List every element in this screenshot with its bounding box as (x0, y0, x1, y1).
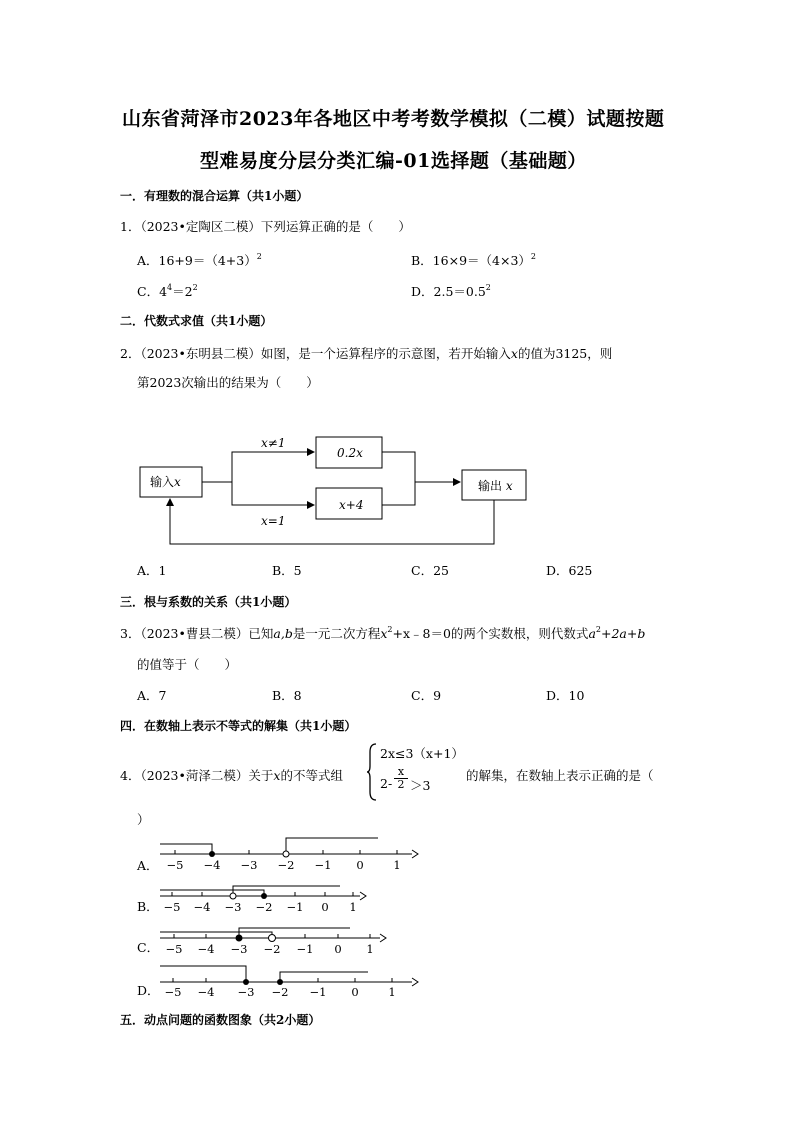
svg-text:0: 0 (321, 900, 329, 914)
solid-point (209, 851, 215, 857)
document-title-line1: 山东省菏泽市2023年各地区中考考数学模拟（二模）试题按题 (122, 108, 665, 130)
svg-text:1: 1 (349, 900, 357, 914)
svg-text:0: 0 (351, 985, 359, 998)
svg-text:1: 1 (393, 858, 401, 872)
question-2-option-d: D．625 (546, 563, 593, 578)
svg-text:−5: −5 (165, 942, 183, 956)
inequality-2-pre: 2- (380, 776, 393, 791)
svg-text:−3: −3 (237, 985, 255, 998)
svg-text:−5: −5 (163, 900, 181, 914)
question-3-option-d: D．10 (546, 688, 585, 703)
number-line-c (150, 914, 390, 956)
question-1-option-b: B．$16\times 9=(4\times 3)^2$ (411, 252, 536, 268)
svg-text:−2: −2 (263, 942, 281, 956)
svg-text:−2: −2 (255, 900, 273, 914)
section-heading-2: 二．代数式求值（共1小题） (120, 314, 273, 328)
number-line-a (150, 830, 420, 872)
number-line-d (150, 956, 420, 998)
question-3-option-b: B．8 (272, 688, 302, 703)
multiply-label: 0.2x (337, 446, 363, 460)
open-point (283, 851, 289, 857)
section-heading-1: 一．有理数的混合运算（共1小题） (120, 189, 309, 203)
open-point (230, 893, 236, 899)
question-3-option-a: A．7 (137, 688, 167, 703)
question-4-option-b-label: B． (137, 899, 159, 914)
inequality-1: 2x≤3（x+1） (380, 746, 464, 761)
system-brace (366, 742, 378, 802)
question-4-stem-post: 的解集，在数轴上表示正确的是（ (466, 768, 654, 783)
inequality-2-fraction: x 2 (394, 766, 408, 791)
svg-text:−4: −4 (193, 900, 211, 914)
question-4-option-c-label: C． (137, 940, 160, 955)
question-3-stem-line1: 3．（2023•曹县二模）已知a,b是一元二次方程$x^2+x﹣8=0$的两个实数根，则代数式$a^2+2a+b$ (120, 625, 646, 641)
open-point (269, 935, 276, 942)
question-4-stem-pre: 4．（2023•菏泽二模）关于x的不等式组 (120, 768, 343, 783)
add-label: x+4 (339, 498, 364, 512)
svg-text:−5: −5 (166, 858, 184, 872)
svg-text:0: 0 (356, 858, 364, 872)
question-3-stem-line2: 的值等于（ ） (137, 657, 238, 672)
svg-text:−1: −1 (286, 900, 304, 914)
solid-point (261, 893, 267, 899)
svg-text:0: 0 (334, 942, 342, 956)
operation-flowchart (130, 430, 540, 550)
question-4-option-a-label: A． (137, 858, 159, 873)
input-label: 输入x (150, 475, 181, 489)
question-4-stem-close: ） (137, 812, 150, 827)
svg-text:−5: −5 (164, 985, 182, 998)
svg-text:−4: −4 (203, 858, 221, 872)
question-1-option-d: D．$2.5=0.5^2$ (411, 283, 491, 299)
svg-text:−2: −2 (277, 858, 295, 872)
svg-text:−3: −3 (230, 942, 248, 956)
svg-text:−3: −3 (240, 858, 258, 872)
question-2-option-a: A．1 (137, 563, 167, 578)
question-2-stem-line1: 2．（2023•东明县二模）如图，是一个运算程序的示意图，若开始输入x的值为3125，则 (120, 346, 613, 361)
question-1-stem: 1．（2023•定陶区二模）下列运算正确的是（ ） (120, 219, 411, 234)
question-3-option-c: C．9 (411, 688, 442, 703)
condition-one: x=1 (261, 514, 286, 528)
section-heading-3: 三．根与系数的关系（共1小题） (120, 595, 297, 609)
number-line-b (150, 872, 370, 914)
solid-point (236, 935, 243, 942)
section-heading-5: 五．动点问题的函数图象（共2小题） (120, 1013, 321, 1027)
svg-text:−1: −1 (314, 858, 332, 872)
question-2-stem-line2: 第2023次输出的结果为（ ） (137, 375, 319, 390)
svg-text:−1: −1 (296, 942, 314, 956)
question-1-option-c: C．$4^4=2^2$ (137, 283, 198, 299)
document-title-line2: 型难易度分层分类汇编-01选择题（基础题） (200, 150, 587, 172)
question-1-option-a: A．$16+9=(4+3)^2$ (137, 252, 262, 268)
question-2-option-b: B．5 (272, 563, 302, 578)
svg-text:−3: −3 (224, 900, 242, 914)
svg-text:−2: −2 (271, 985, 289, 998)
svg-text:−4: −4 (197, 985, 215, 998)
svg-text:1: 1 (388, 985, 396, 998)
question-2-option-c: C．25 (411, 563, 449, 578)
condition-not-one: x≠1 (261, 436, 286, 450)
svg-text:−1: −1 (309, 985, 327, 998)
question-4-option-d-label: D． (137, 983, 160, 998)
section-heading-4: 四．在数轴上表示不等式的解集（共1小题） (120, 719, 357, 733)
svg-text:1: 1 (366, 942, 374, 956)
output-label: 输出 x (478, 479, 513, 493)
inequality-2-post: ＞3 (410, 778, 431, 793)
svg-text:−4: −4 (197, 942, 215, 956)
